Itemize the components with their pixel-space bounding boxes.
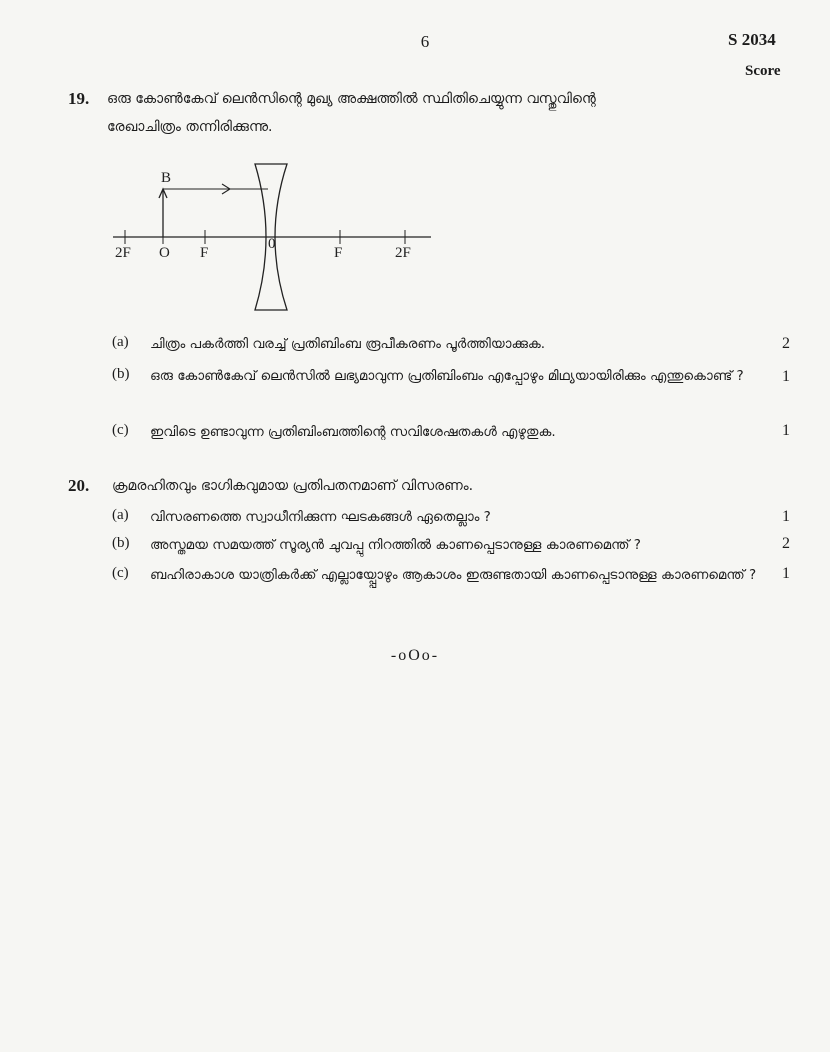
page-number: 6 bbox=[420, 32, 430, 51]
q20-part-c-text: ബഹിരാകാശ യാത്രികർക്ക് എല്ലായ്പ്പോഴും ആകാശം ഇരുണ്ടതായി കാണപ്പെടാനുള്ള കാരണമെന്ത് ? bbox=[150, 567, 757, 583]
q19-part-a-label: (a) bbox=[112, 334, 129, 350]
q19-part-b-text: ഒരു കോൺകേവ് ലെൻസിൽ ലഭ്യമാവുന്ന പ്രതിബിംബം എപ്പോഴും മിഥ്യയായിരിക്കും എന്തുകൊണ്ട് ? bbox=[150, 368, 744, 384]
q20-part-c-mark: 1 bbox=[782, 565, 790, 582]
axis-label-f-right: F bbox=[334, 245, 343, 261]
end-of-paper-mark: -oOo- bbox=[390, 647, 440, 664]
q20-part-b-label: (b) bbox=[112, 535, 130, 551]
q19-part-c-mark: 1 bbox=[782, 422, 790, 439]
q20-part-a-mark: 1 bbox=[782, 508, 790, 525]
axis-label-f-left: F bbox=[200, 245, 209, 261]
axis-label-optical-centre: 0 bbox=[268, 236, 276, 252]
q19-part-a-text: ചിത്രം പകർത്തി വരച്ച് പ്രതിബിംബ രൂപീകരണം പൂർത്തിയാക്കുക. bbox=[150, 336, 546, 352]
q20-part-b-text: അസ്തമയ സമയത്ത് സൂര്യൻ ചുവപ്പു നിറത്തിൽ കാണപ്പെടാനുള്ള കാരണമെന്ത് ? bbox=[150, 537, 641, 553]
question-20-text: ക്രമരഹിതവും ഭാഗികവുമായ പ്രതിപതനമാണ് വിസരണം. bbox=[112, 478, 474, 494]
q20-part-b-mark: 2 bbox=[782, 535, 790, 552]
axis-label-2f-right: 2F bbox=[395, 245, 411, 261]
concave-lens-diagram bbox=[105, 160, 445, 320]
score-label: Score bbox=[745, 63, 781, 79]
q19-part-c-label: (c) bbox=[112, 422, 129, 438]
question-20-number: 20. bbox=[68, 476, 90, 495]
q19-part-b-mark: 1 bbox=[782, 368, 790, 385]
q20-part-a-text: വിസരണത്തെ സ്വാധീനിക്കുന്ന ഘടകങ്ങൾ ഏതെല്ലാം ? bbox=[150, 509, 491, 525]
question-19-text-line2: രേഖാചിത്രം തന്നിരിക്കുന്നു. bbox=[107, 119, 273, 135]
question-19-number: 19. bbox=[68, 89, 90, 108]
question-19-text-line1: ഒരു കോൺകേവ് ലെൻസിന്റെ മുഖ്യ അക്ഷത്തിൽ സ്ഥിതിചെയ്യുന്ന വസ്തുവിന്റെ bbox=[107, 91, 596, 107]
object-label-b: B bbox=[161, 170, 172, 186]
axis-label-o: O bbox=[159, 245, 170, 261]
q20-part-a-label: (a) bbox=[112, 507, 129, 523]
axis-label-2f-left: 2F bbox=[115, 245, 131, 261]
paper-code: S 2034 bbox=[728, 30, 776, 49]
q19-part-b-label: (b) bbox=[112, 366, 130, 382]
q19-part-c-text: ഇവിടെ ഉണ്ടാവുന്ന പ്രതിബിംബത്തിന്റെ സവിശേഷതകൾ എഴുതുക. bbox=[150, 424, 556, 440]
q19-part-a-mark: 2 bbox=[782, 335, 790, 352]
q20-part-c-label: (c) bbox=[112, 565, 129, 581]
